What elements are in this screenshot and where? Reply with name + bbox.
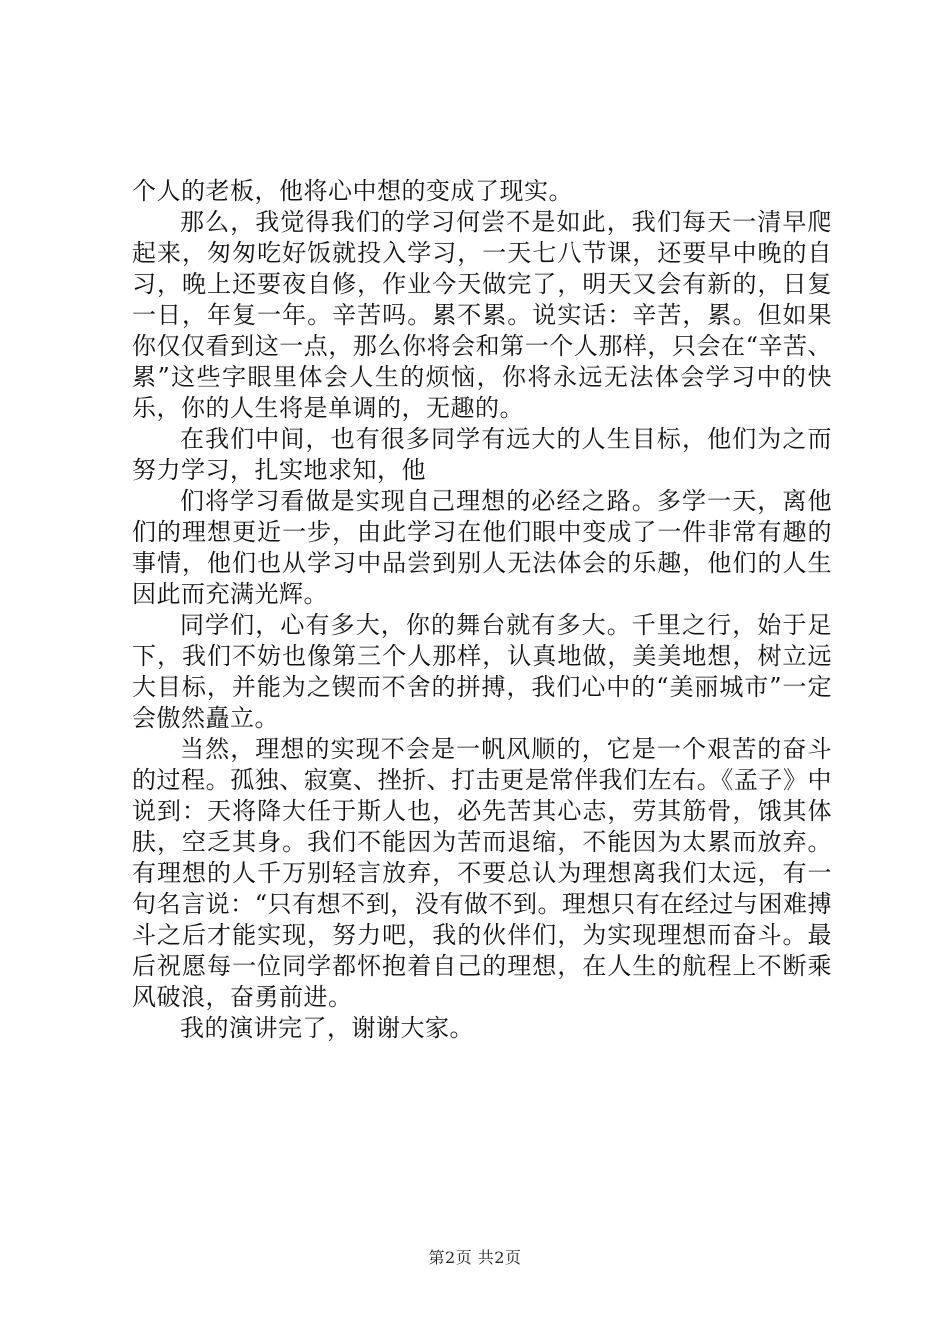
paragraph-6: 当然，理想的实现不会是一帆风顺的，它是一个艰苦的奋斗的过程。孤独、寂寞、挫折、打击更是常伴我们左右。《孟子》中说到：天将降大任于斯人也，必先苦其心志，劳其筋骨，饿其体肤，空乏其身。我们不能因为苦而退缩，不能因为太累而放弃。有理想的人千万别轻言放弃，不要总认为理想离我们太远，有一句名言说：“只有想不到，没有做不到。理想只有在经过与困难搏斗之后才能实现，努力吧，我的伙伴们，为实现理想而奋斗。最后祝愿每一位同学都怀抱着自己的理想，在人生的航程上不断乘风破浪，奋勇前进。 [132, 735, 832, 1011]
paragraph-2: 那么，我觉得我们的学习何尝不是如此，我们每天一清早爬起来，匆匆吃好饭就投入学习，一天七八节课，还要早中晚的自习，晚上还要夜自修，作业今天做完了，明天又会有新的，日复一日，年复一年。辛苦吗。累不累。说实话：辛苦，累。但如果你仅仅看到这一点，那么你将会和第一个人那样，只会在“辛苦、累”这些字眼里体会人生的烦恼，你将永远无法体会学习中的快乐，你的人生将是单调的，无趣的。 [132, 208, 832, 422]
page-footer: 第2页 共2页 [428, 1248, 522, 1267]
paragraph-5: 同学们，心有多大，你的舞台就有多大。千里之行，始于足下，我们不妨也像第三个人那样，认真地做，美美地想，树立远大目标，并能为之锲而不舍的拼搏，我们心中的“美丽城市”一定会傲然矗立。 [132, 611, 832, 732]
document-body [132, 176, 832, 1044]
paragraph-1: 个人的老板，他将心中想的变成了现实。 [132, 177, 573, 205]
paragraph-7: 我的演讲完了，谢谢大家。 [180, 1014, 474, 1042]
paragraph-4: 们将学习看做是实现自己理想的必经之路。多学一天，离他们的理想更近一步，由此学习在他们眼中变成了一件非常有趣的事情，他们也从学习中品尝到别人无法体会的乐趣，他们的人生因此而充满光辉。 [132, 487, 832, 608]
paragraph-3: 在我们中间，也有很多同学有远大的人生目标，他们为之而努力学习，扎实地求知，他 [132, 425, 832, 484]
